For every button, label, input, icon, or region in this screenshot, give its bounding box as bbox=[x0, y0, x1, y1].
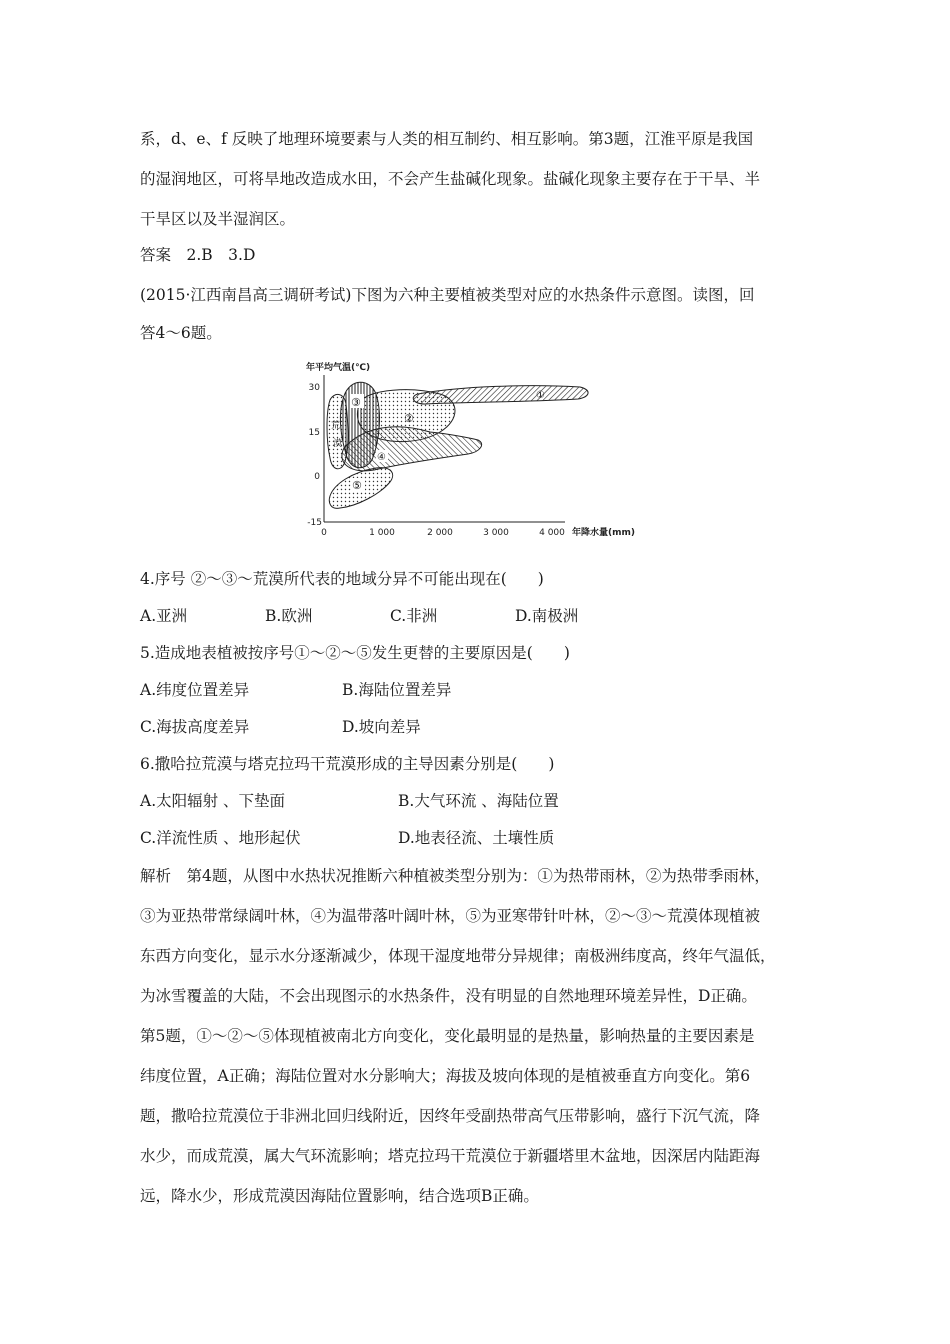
q5-option-c[interactable]: C.海拔高度差异 bbox=[140, 718, 250, 736]
analysis-line: 水少，而成荒漠，属大气环流影响；塔克拉玛干荒漠位于新疆塔里木盆地，因深居内陆距海 bbox=[140, 1147, 761, 1165]
analysis-line: 为冰雪覆盖的大陆，不会出现图示的水热条件，没有明显的自然地理环境差异性，D正确。 bbox=[140, 987, 757, 1005]
analysis-line: 远，降水少，形成荒漠因海陆位置影响，结合选项B正确。 bbox=[140, 1187, 539, 1205]
q6-option-a[interactable]: A.太阳辐射 、下垫面 bbox=[140, 792, 286, 810]
region-label-4: ④ bbox=[377, 452, 386, 463]
q4-option-a[interactable]: A.亚洲 bbox=[140, 607, 188, 625]
region-label-2: ② bbox=[404, 412, 414, 425]
q4-option-b[interactable]: B.欧洲 bbox=[265, 607, 313, 625]
q6-option-b[interactable]: B.大气环流 、海陆位置 bbox=[398, 792, 559, 810]
region-label-1: ① bbox=[536, 390, 545, 401]
q4-option-d[interactable]: D.南极洲 bbox=[515, 607, 579, 625]
question-6-stem: 6.撒哈拉荒漠与塔克拉玛干荒漠形成的主导因素分别是( ) bbox=[140, 755, 555, 773]
y-tick-label: 0 bbox=[314, 472, 320, 482]
region-label-3: ③ bbox=[351, 396, 361, 409]
analysis-line: 解析 第4题，从图中水热状况推断六种植被类型分别为：①为热带雨林，②为热带季雨林， bbox=[140, 867, 770, 885]
analysis-line: 第5题，①～②～⑤体现植被南北方向变化，变化最明显的是热量，影响热量的主要因素是 bbox=[140, 1027, 755, 1045]
x-axis-label: 年降水量(mm) bbox=[572, 528, 635, 538]
x-tick-label: 1 000 bbox=[369, 528, 395, 538]
q6-option-d[interactable]: D.地表径流、土壤性质 bbox=[398, 829, 555, 847]
y-tick-label: 30 bbox=[308, 383, 320, 393]
q4-option-c[interactable]: C.非洲 bbox=[390, 607, 438, 625]
region-4-shape bbox=[342, 427, 482, 471]
vegetation-water-heat-figure bbox=[300, 360, 650, 540]
q5-option-d[interactable]: D.坡向差异 bbox=[342, 718, 421, 736]
y-tick-label: 15 bbox=[308, 428, 320, 438]
x-tick-label: 4 000 bbox=[539, 528, 565, 538]
intro-line: 答4～6题。 bbox=[140, 324, 222, 342]
question-4-stem: 4.序号 ②～③～荒漠所代表的地域分异不可能出现在( ) bbox=[140, 570, 544, 588]
x-tick-label: 0 bbox=[321, 528, 327, 538]
paragraph-line: 干旱区以及半湿润区。 bbox=[140, 210, 296, 228]
paragraph-line: 的湿润地区，可将旱地改造成水田，不会产生盐碱化现象。盐碱化现象主要存在于干旱、半 bbox=[140, 170, 761, 188]
question-5-stem: 5.造成地表植被按序号①～②～⑤发生更替的主要原因是( ) bbox=[140, 644, 570, 662]
analysis-line: 东西方向变化，显示水分逐渐减少，体现干湿度地带分异规律；南极洲纬度高，终年气温低， bbox=[140, 947, 776, 965]
region-label-5: ⑤ bbox=[352, 479, 362, 492]
q6-option-c[interactable]: C.洋流性质 、地形起伏 bbox=[140, 829, 301, 847]
x-tick-label: 2 000 bbox=[427, 528, 453, 538]
x-tick-label: 3 000 bbox=[483, 528, 509, 538]
answer-line: 答案 2.B 3.D bbox=[140, 246, 256, 264]
y-axis-label: 年平均气温(℃) bbox=[306, 363, 371, 373]
figure-svg bbox=[300, 360, 650, 540]
q5-option-a[interactable]: A.纬度位置差异 bbox=[140, 681, 250, 699]
desert-label-2: 漠 bbox=[333, 439, 343, 449]
y-tick-label: -15 bbox=[307, 518, 322, 528]
q5-option-b[interactable]: B.海陆位置差异 bbox=[342, 681, 452, 699]
desert-label-1: 荒 bbox=[331, 421, 341, 431]
analysis-line: 纬度位置，A正确；海陆位置对水分影响大；海拔及坡向体现的是植被垂直方向变化。第6 bbox=[140, 1067, 751, 1085]
analysis-line: 题，撒哈拉荒漠位于非洲北回归线附近，因终年受副热带高气压带影响，盛行下沉气流，降 bbox=[140, 1107, 761, 1125]
paragraph-line: 系，d、e、f 反映了地理环境要素与人类的相互制约、相互影响。第3题，江淮平原是我国 bbox=[140, 130, 754, 148]
intro-line: (2015·江西南昌高三调研考试)下图为六种主要植被类型对应的水热条件示意图。读图，回 bbox=[140, 286, 755, 304]
analysis-line: ③为亚热带常绿阔叶林，④为温带落叶阔叶林，⑤为亚寒带针叶林，②～③～荒漠体现植被 bbox=[140, 907, 761, 925]
